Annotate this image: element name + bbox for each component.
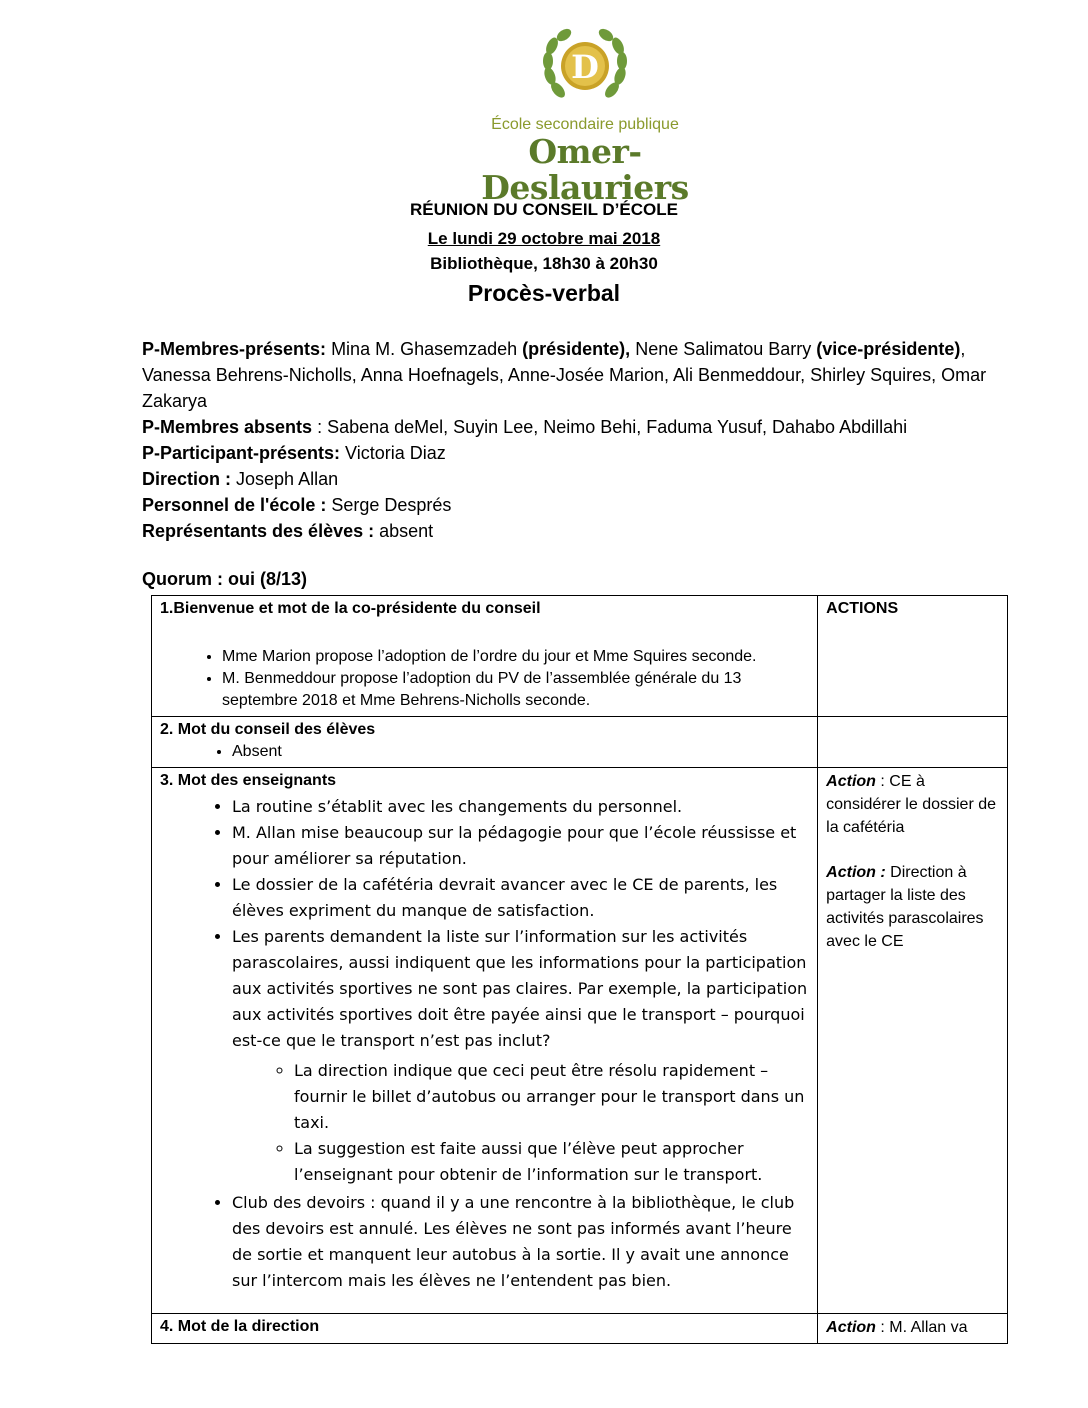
table-row (152, 717, 1008, 768)
list-item: • Club des devoirs : quand il y a une rencontre à la bibliothèque, le club des devoirs est annulé. Les élèves ne sont pas informés avant l’heure de sortie et manquent leur autobus à la sortie. Il y avait une annonce sur l’intercom mais les élèves ne l’entendent pas bien. (232, 1190, 809, 1294)
laurel-emblem-icon (540, 26, 630, 110)
list-item: • La routine s’établit avec les changements du personnel. (232, 794, 809, 820)
quorum: Quorum : oui (8/13) (142, 569, 308, 589)
members-absent-label: P-Membres absents (142, 417, 313, 437)
present-role-2: (vice-présidente) (816, 339, 961, 359)
action-label: Action (826, 773, 876, 790)
table-row (152, 1314, 1008, 1344)
actions-header: ACTIONS (826, 600, 899, 617)
present-name-1: Mina M. Ghasemzadeh (326, 339, 523, 359)
list-item-text: Les parents demandent la liste sur l’information sur les activités parascolaires, aussi indiquent que les informations pour la participation aux activités sportives ne sont pas claires. Par exemple, la participation aux activités sportives doit être payée ainsi que le transport – pourquoi est-ce que le transport n’est pas inclut? (232, 927, 808, 1050)
meeting-date: Le lundi 29 octobre mai 2018 (427, 229, 661, 248)
action-label: Action : (826, 864, 886, 881)
list-item: • Absent (232, 741, 809, 763)
attendance-block (142, 336, 992, 544)
action-text: Direction à partager la liste des activités parascolaires avec le CE (826, 864, 984, 950)
action-item (826, 861, 999, 953)
participants-label: P-Participant-présents: (142, 443, 341, 463)
student-reps (142, 518, 992, 544)
section-3-list (160, 794, 809, 1294)
section-2-cell (152, 717, 818, 768)
direction-label: Direction : (142, 469, 232, 489)
list-item: • M. Allan mise beaucoup sur la pédagogie pour que l’école réussisse et pour améliorer sa réputation. (232, 820, 809, 872)
student-reps-value: absent (374, 521, 434, 541)
section-3-sublist (232, 1058, 809, 1188)
section-2-list (160, 741, 809, 763)
section-1-list (160, 646, 809, 712)
school-logo (430, 26, 740, 207)
staff-label: Personnel de l'école : (142, 495, 327, 515)
section-3-title: 3. Mot des enseignants (160, 772, 337, 789)
present-role-1: (présidente), (522, 339, 631, 359)
student-reps-label: Représentants des élèves : (142, 521, 375, 541)
present-name-2: Nene Salimatou Barry (630, 339, 817, 359)
section-1-title: 1.Bienvenue et mot de la co-présidente du conseil (160, 600, 541, 617)
section-1-cell (152, 596, 818, 717)
table-row (152, 768, 1008, 1314)
sub-list-item: ◦ La direction indique que ceci peut être résolu rapidement – fournir le billet d’autobus ou arranger pour le transport dans un taxi. (294, 1058, 809, 1136)
present-names-rest: , Vanessa Behrens-Nicholls, Anna Hoefnagels, Anne-Josée Marion, Ali Benmeddour, Shirley Squires, Omar Zakarya (142, 339, 987, 411)
logo-subtitle: École secondaire publique (491, 116, 679, 133)
members-present-label: P-Membres-présents: (142, 339, 327, 359)
meeting-title: RÉUNION DU CONSEIL D’ÉCOLE (410, 200, 678, 219)
members-present (142, 336, 992, 414)
staff-value: Serge Després (326, 495, 452, 515)
section-3-actions (818, 768, 1008, 1314)
list-item: • Mme Marion propose l’adoption de l’ordre du jour et Mme Squires seconde. (222, 646, 809, 668)
section-4-title: 4. Mot de la direction (160, 1318, 320, 1335)
direction (142, 466, 992, 492)
list-item: • Le dossier de la cafétéria devrait avancer avec le CE de parents, les élèves expriment du manque de satisfaction. (232, 872, 809, 924)
members-absent (142, 414, 992, 440)
list-item: • M. Benmeddour propose l’adoption du PV de l’assemblée générale du 13 septembre 2018 et Mme Behrens-Nicholls seconde. (222, 668, 809, 712)
action-text: : CE à considérer le dossier de la cafétéria (826, 773, 997, 836)
section-3-cell (152, 768, 818, 1314)
meeting-location: Bibliothèque, 18h30 à 20h30 (430, 254, 658, 273)
section-4-actions (818, 1314, 1008, 1344)
action-item (826, 770, 999, 839)
logo-school-name: Omer-Deslauriers (481, 132, 689, 207)
participants-value: Victoria Diaz (340, 443, 446, 463)
section-2-actions (818, 717, 1008, 768)
section-2-title: 2. Mot du conseil des élèves (160, 721, 376, 738)
sub-list-item: ◦ La suggestion est faite aussi que l’élève peut approcher l’enseignant pour obtenir de l’information sur le transport. (294, 1136, 809, 1188)
actions-header-cell (818, 596, 1008, 717)
school-staff (142, 492, 992, 518)
table-row (152, 596, 1008, 717)
action-item (826, 1316, 999, 1339)
minutes-table (151, 595, 1008, 1344)
document-type: Procès-verbal (467, 280, 621, 306)
participants-present (142, 440, 992, 466)
direction-value: Joseph Allan (231, 469, 339, 489)
action-text: : M. Allan va (875, 1319, 968, 1336)
members-absent-value: : Sabena deMel, Suyin Lee, Neimo Behi, Faduma Yusuf, Dahabo Abdillahi (312, 417, 908, 437)
list-item (232, 924, 809, 1188)
section-4-cell (152, 1314, 818, 1344)
logo-letter: D (571, 48, 599, 86)
action-label: Action (826, 1319, 876, 1336)
